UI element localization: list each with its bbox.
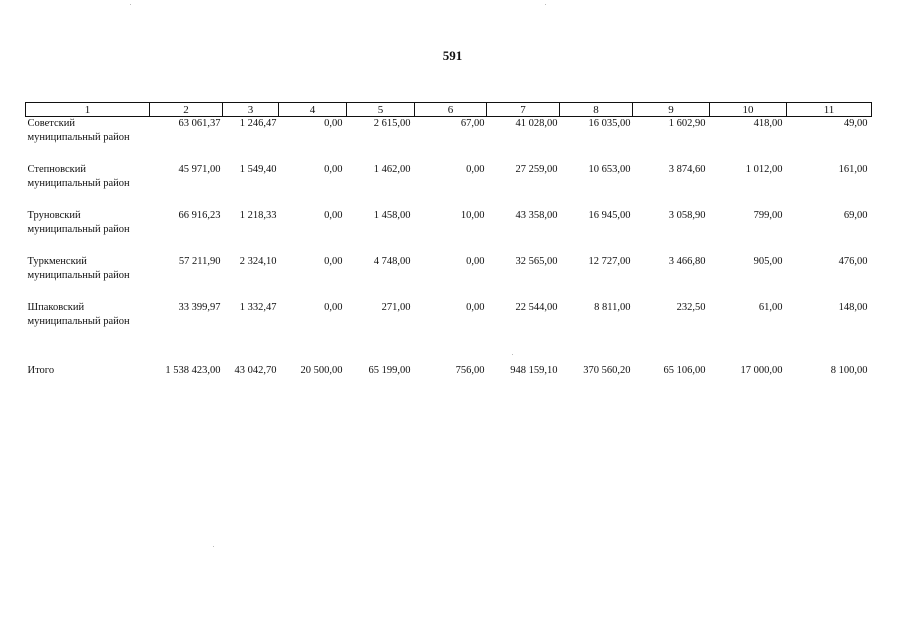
table-header bbox=[26, 103, 872, 117]
value-cell: 63 061,37 bbox=[178, 118, 221, 129]
value-cell: 45 971,00 bbox=[178, 164, 221, 175]
total-value-cell: 65 199,00 bbox=[368, 365, 411, 376]
column-header-3: 3 bbox=[223, 103, 279, 117]
total-value-cell: 43 042,70 bbox=[234, 365, 277, 376]
value-cell: 12 727,00 bbox=[588, 256, 631, 267]
district-name-cell bbox=[26, 301, 150, 347]
value-cell: 43 358,00 bbox=[515, 210, 558, 221]
total-value-cell: 20 500,00 bbox=[300, 365, 343, 376]
value-cell: 16 035,00 bbox=[588, 118, 631, 129]
spacer-row bbox=[26, 347, 872, 364]
header-row bbox=[26, 103, 872, 117]
value-cell: 41 028,00 bbox=[515, 118, 558, 129]
value-cell: 905,00 bbox=[753, 256, 783, 267]
value-cell: 3 466,80 bbox=[668, 256, 706, 267]
value-cell: 4 748,00 bbox=[373, 256, 411, 267]
total-value-cell: 1 538 423,00 bbox=[165, 365, 221, 376]
value-cell: 0,00 bbox=[324, 302, 343, 313]
total-value-cell: 756,00 bbox=[455, 365, 485, 376]
value-cell: 22 544,00 bbox=[515, 302, 558, 313]
district-name-line1: Труновский bbox=[27, 210, 81, 221]
value-cell: 1 549,40 bbox=[239, 164, 277, 175]
value-cell: 10,00 bbox=[460, 210, 485, 221]
total-value-cell: 8 100,00 bbox=[830, 365, 868, 376]
district-name-line1: Советский bbox=[27, 118, 76, 129]
column-header-11: 11 bbox=[787, 103, 872, 117]
value-cell: 8 811,00 bbox=[594, 302, 631, 313]
scan-speck bbox=[545, 4, 546, 5]
value-cell: 67,00 bbox=[460, 118, 485, 129]
column-header-10: 10 bbox=[710, 103, 787, 117]
district-name-line1: Туркменский bbox=[27, 256, 87, 267]
total-label: Итого bbox=[27, 365, 55, 376]
district-name-cell bbox=[26, 163, 150, 209]
value-cell: 16 945,00 bbox=[588, 210, 631, 221]
total-value-cell: 948 159,10 bbox=[510, 365, 558, 376]
total-value-cell: 17 000,00 bbox=[740, 365, 783, 376]
table-row bbox=[26, 209, 872, 255]
budget-table bbox=[25, 102, 872, 384]
value-cell: 0,00 bbox=[466, 164, 485, 175]
district-name-line2: муниципальный район bbox=[27, 178, 130, 189]
column-header-4: 4 bbox=[279, 103, 347, 117]
district-name-line1: Степновский bbox=[27, 164, 86, 175]
column-header-2: 2 bbox=[150, 103, 223, 117]
value-cell: 61,00 bbox=[758, 302, 783, 313]
district-name-line2: муниципальный район bbox=[27, 132, 130, 143]
value-cell: 418,00 bbox=[753, 118, 783, 129]
value-cell: 1 332,47 bbox=[239, 302, 277, 313]
total-row bbox=[26, 364, 872, 384]
value-cell: 0,00 bbox=[324, 256, 343, 267]
column-header-6: 6 bbox=[415, 103, 487, 117]
value-cell: 1 602,90 bbox=[668, 118, 706, 129]
value-cell: 476,00 bbox=[838, 256, 868, 267]
value-cell: 799,00 bbox=[753, 210, 783, 221]
district-name-line2: муниципальный район bbox=[27, 224, 130, 235]
scan-speck bbox=[512, 354, 513, 355]
district-name-line2: муниципальный район bbox=[27, 270, 130, 281]
table-row bbox=[26, 117, 872, 164]
value-cell: 271,00 bbox=[381, 302, 411, 313]
scan-speck bbox=[130, 4, 131, 5]
column-header-8: 8 bbox=[560, 103, 633, 117]
value-cell: 0,00 bbox=[466, 302, 485, 313]
value-cell: 66 916,23 bbox=[178, 210, 221, 221]
district-name-cell bbox=[26, 255, 150, 301]
value-cell: 49,00 bbox=[843, 118, 868, 129]
value-cell: 69,00 bbox=[843, 210, 868, 221]
value-cell: 2 615,00 bbox=[373, 118, 411, 129]
total-value-cell: 370 560,20 bbox=[583, 365, 631, 376]
column-header-1: 1 bbox=[26, 103, 150, 117]
value-cell: 27 259,00 bbox=[515, 164, 558, 175]
value-cell: 10 653,00 bbox=[588, 164, 631, 175]
value-cell: 0,00 bbox=[324, 164, 343, 175]
value-cell: 0,00 bbox=[324, 210, 343, 221]
value-cell: 0,00 bbox=[324, 118, 343, 129]
value-cell: 0,00 bbox=[466, 256, 485, 267]
value-cell: 148,00 bbox=[838, 302, 868, 313]
district-name-cell bbox=[26, 209, 150, 255]
table-row bbox=[26, 255, 872, 301]
district-name-cell bbox=[26, 117, 150, 164]
column-header-5: 5 bbox=[347, 103, 415, 117]
total-value-cell: 65 106,00 bbox=[663, 365, 706, 376]
column-header-7: 7 bbox=[487, 103, 560, 117]
value-cell: 232,50 bbox=[676, 302, 706, 313]
value-cell: 32 565,00 bbox=[515, 256, 558, 267]
column-header-9: 9 bbox=[633, 103, 710, 117]
page-number: 591 bbox=[442, 48, 463, 63]
value-cell: 1 012,00 bbox=[745, 164, 783, 175]
value-cell: 3 058,90 bbox=[668, 210, 706, 221]
value-cell: 1 458,00 bbox=[373, 210, 411, 221]
value-cell: 2 324,10 bbox=[239, 256, 277, 267]
value-cell: 57 211,90 bbox=[178, 256, 221, 267]
scan-speck bbox=[213, 546, 214, 547]
table-row bbox=[26, 301, 872, 347]
value-cell: 1 218,33 bbox=[239, 210, 277, 221]
value-cell: 3 874,60 bbox=[668, 164, 706, 175]
value-cell: 1 462,00 bbox=[373, 164, 411, 175]
district-name-line2: муниципальный район bbox=[27, 316, 130, 327]
table-row bbox=[26, 163, 872, 209]
value-cell: 33 399,97 bbox=[178, 302, 221, 313]
value-cell: 1 246,47 bbox=[239, 118, 277, 129]
value-cell: 161,00 bbox=[838, 164, 868, 175]
district-name-line1: Шпаковский bbox=[27, 302, 85, 313]
